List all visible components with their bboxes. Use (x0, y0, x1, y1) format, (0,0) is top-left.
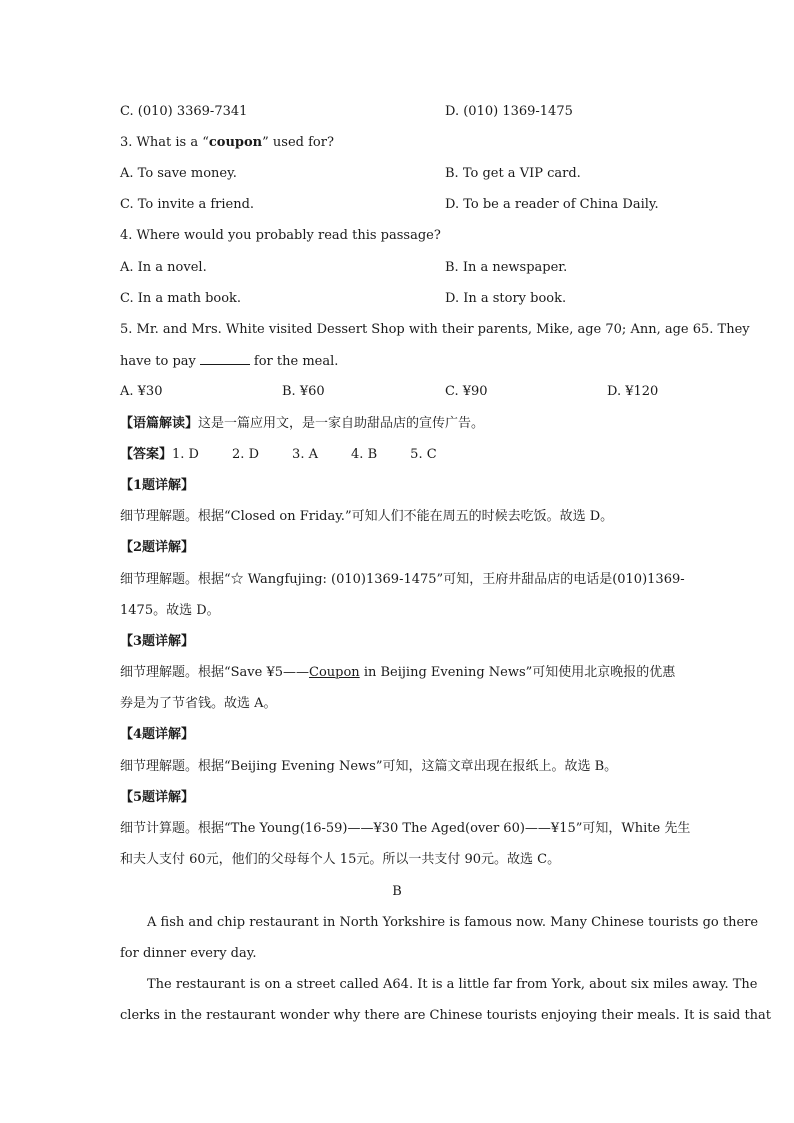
q3-option-a: A. To save money. (120, 166, 237, 181)
q5-option-b: B. ¥60 (282, 384, 325, 399)
answer-key (120, 446, 680, 464)
q4-stem: 4. Where would you probably read this passage? (120, 228, 441, 243)
q3-keyword: coupon (208, 135, 263, 150)
q5-detail-text-line2: 和夫人支付 60元，他们的父母每个人 15元。所以一共支付 90元。故选 C。 (120, 852, 561, 867)
reading-label: 【语篇解读】 (120, 416, 199, 431)
section-b-heading: B (392, 884, 402, 899)
q5-detail-label: 【5题详解】 (120, 790, 195, 805)
q3-option-b: B. To get a VIP card. (445, 166, 581, 181)
q3-detail-text-line1 (120, 664, 680, 682)
passage-para2-line2: clerks in the restaurant wonder why there are Chinese tourists enjoying their meals. It is said that (120, 1008, 772, 1023)
q3-stem-suffix: ” used for? (262, 135, 334, 150)
q5-detail-text-line1: 细节计算题。根据“The Young(16-59)——¥30 The Aged(over 60)——¥15”可知，White 先生 (120, 821, 691, 836)
q3-stem (120, 134, 680, 152)
q3-detail-label: 【3题详解】 (120, 634, 195, 649)
passage-para1-line1: A fish and chip restaurant in North Yorkshire is famous now. Many Chinese tourists go there (147, 915, 759, 930)
q5-option-d: D. ¥120 (607, 384, 659, 399)
q5-stem-before: have to pay (120, 354, 196, 369)
q5-option-c: C. ¥90 (445, 384, 488, 399)
q1-detail-label: 【1题详解】 (120, 478, 195, 493)
q5-stem-line1: 5. Mr. and Mrs. White visited Dessert Shop with their parents, Mike, age 70; Ann, age 65. They (120, 322, 750, 337)
q2-option-c: C. (010) 3369-7341 (120, 104, 248, 119)
q4-detail-label: 【4题详解】 (120, 727, 195, 742)
q4-detail-text: 细节理解题。根据“Beijing Evening News”可知，这篇文章出现在报纸上。故选 B。 (120, 759, 618, 774)
q5-stem-after: for the meal. (253, 354, 339, 369)
answer-text: 1. D 2. D 3. A 4. B 5. C (172, 447, 437, 462)
q5-option-a: A. ¥30 (120, 384, 163, 399)
q3-detail-before: 细节理解题。根据“Save ¥5—— (120, 665, 310, 680)
q2-detail-text-line1: 细节理解题。根据“☆ Wangfujing: (010)1369-1475”可知，王府井甜品店的电话是(010)1369- (120, 572, 685, 587)
q4-option-b: B. In a newspaper. (445, 260, 568, 275)
q4-option-d: D. In a story book. (445, 291, 567, 306)
reading-analysis (120, 415, 680, 433)
q4-option-a: A. In a novel. (120, 260, 207, 275)
q3-detail-after: in Beijing Evening News”可知使用北京晚报的优惠 (359, 665, 676, 680)
passage-para1-line2: for dinner every day. (120, 946, 257, 961)
q1-detail-text: 细节理解题。根据“Closed on Friday.”可知人们不能在周五的时候去吃饭。故选 D。 (120, 509, 614, 524)
answer-label: 【答案】 (120, 447, 173, 462)
q3-option-c: C. To invite a friend. (120, 197, 255, 212)
answer-blank (200, 352, 250, 365)
q3-detail-underlined: Coupon (309, 665, 360, 680)
q5-stem-line2 (120, 352, 680, 371)
passage-para2-line1: The restaurant is on a street called A64. It is a little far from York, about six miles away. The (147, 977, 758, 992)
q3-option-d: D. To be a reader of China Daily. (445, 197, 659, 212)
q3-detail-text-line2: 券是为了节省钱。故选 A。 (120, 696, 277, 711)
q3-stem-prefix: 3. What is a “ (120, 135, 209, 150)
q2-detail-text-line2: 1475。故选 D。 (120, 603, 220, 618)
q2-option-d: D. (010) 1369-1475 (445, 104, 573, 119)
reading-text: 这是一篇应用文，是一家自助甜品店的宣传广告。 (198, 416, 485, 431)
q4-option-c: C. In a math book. (120, 291, 242, 306)
q2-detail-label: 【2题详解】 (120, 540, 195, 555)
